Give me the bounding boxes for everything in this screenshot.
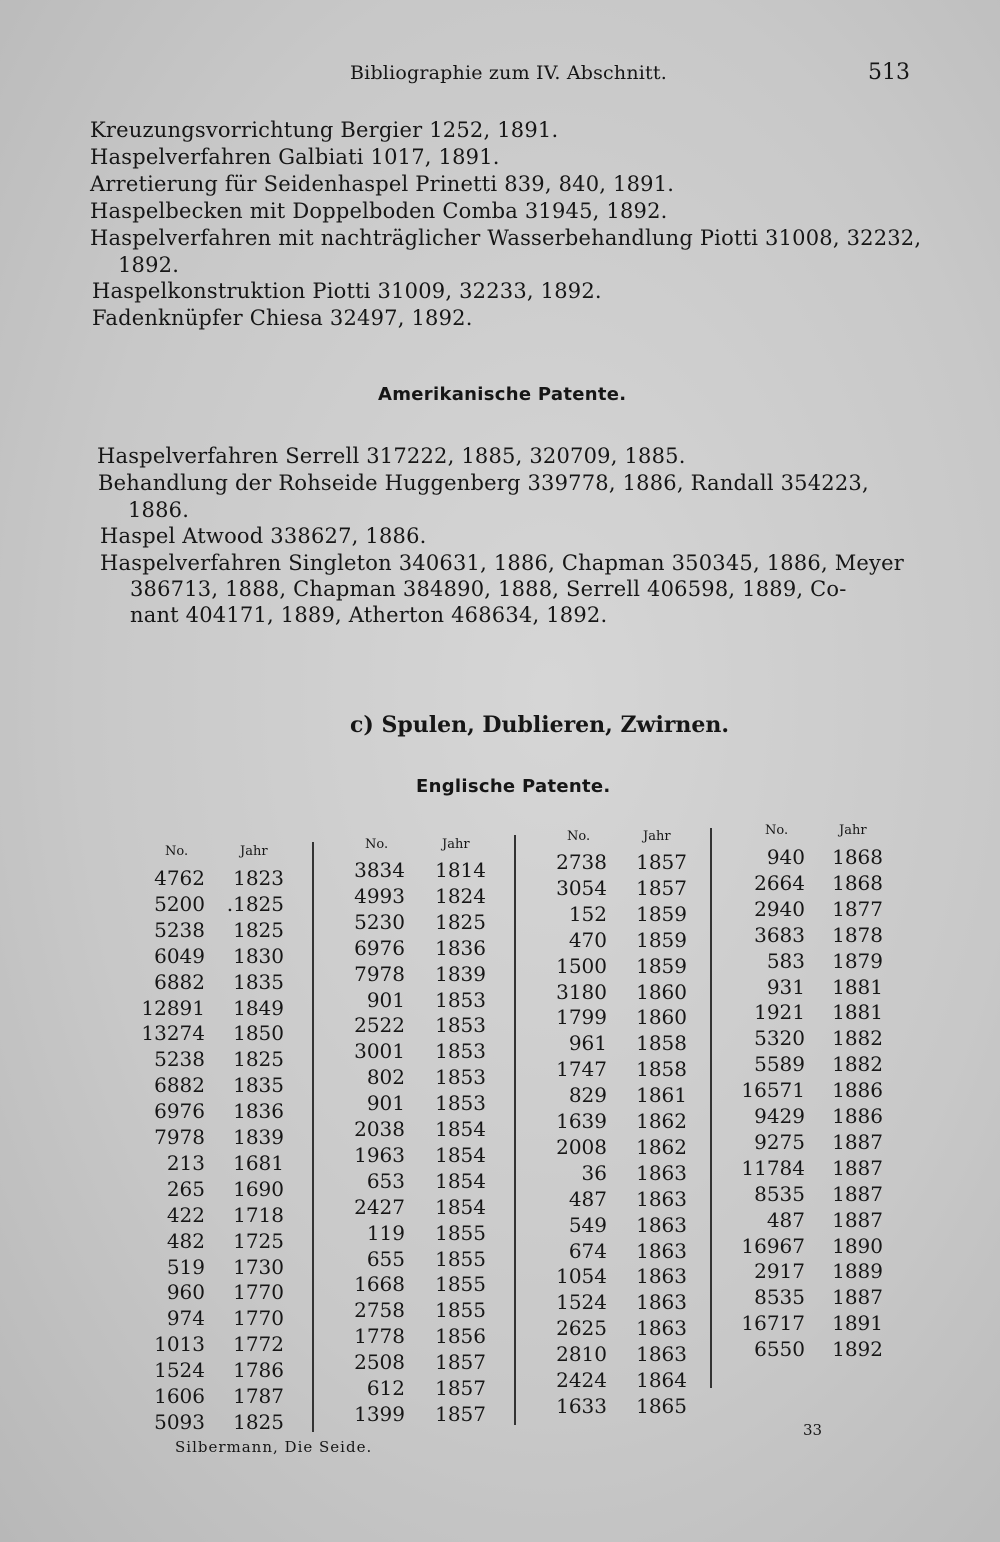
table-cell-year: 1814 [435, 858, 486, 882]
table-cell-year: 1878 [832, 922, 883, 947]
table-cell-year: 1863 [636, 1264, 687, 1289]
table-cell-patent-number: 802 [366, 1065, 405, 1090]
table-cell-year: 1824 [435, 883, 486, 908]
table-cell-year: 1854 [435, 1142, 486, 1167]
table-cell-patent-number: 16967 [741, 1233, 805, 1258]
table-cell-patent-number: 13274 [141, 1021, 205, 1046]
table-cell-year: 1863 [636, 1342, 687, 1367]
table-cell-year: 1857 [435, 1376, 486, 1400]
table-cell-year: 1857 [636, 850, 687, 874]
patent-entry: Kreuzungsvorrichtung Bergier 1252, 1891. [90, 118, 559, 142]
patent-entry-continuation: 1892. [118, 253, 180, 277]
table-cell-year: 1862 [636, 1109, 687, 1133]
patent-entry: Haspel Atwood 338627, 1886. [100, 524, 427, 548]
table-cell-patent-number: 1799 [556, 1005, 607, 1030]
table-cell-patent-number: 5093 [154, 1409, 205, 1434]
patent-entry: Haspelverfahren mit nachträglicher Wasserbehandlung Piotti 31008, 32232, [90, 226, 922, 250]
table-cell-patent-number: 6976 [154, 1099, 205, 1124]
table-cell-patent-number: 5589 [754, 1052, 805, 1077]
table-cell-patent-number: 1747 [556, 1057, 607, 1082]
table-cell-year: 1849 [233, 995, 284, 1020]
table-cell-patent-number: 5238 [154, 1047, 205, 1072]
table-cell-year: 1857 [636, 875, 687, 900]
table-cell-patent-number: 1963 [354, 1142, 405, 1167]
table-cell-patent-number: 583 [766, 948, 805, 973]
table-cell-year: 1858 [636, 1057, 687, 1082]
table-cell-patent-number: 8535 [754, 1181, 805, 1206]
table-cell-patent-number: 1668 [354, 1272, 405, 1297]
table-cell-patent-number: 6550 [754, 1337, 805, 1362]
table-cell-patent-number: 5238 [154, 917, 205, 942]
table-cell-year: 1786 [233, 1358, 284, 1383]
table-cell-patent-number: 2810 [556, 1342, 607, 1367]
table-cell-patent-number: 3683 [754, 922, 805, 947]
table-cell-year: 1855 [435, 1272, 486, 1297]
table-cell-year: 1889 [832, 1259, 883, 1284]
patent-entry: Fadenknüpfer Chiesa 32497, 1892. [92, 306, 473, 330]
sheet-number: 33 [803, 1421, 823, 1439]
column-header-jahr: Jahr [643, 829, 671, 844]
table-cell-year: 1825 [233, 1409, 284, 1434]
table-cell-patent-number: 2427 [354, 1194, 405, 1219]
table-cell-patent-number: 8535 [754, 1285, 805, 1310]
table-cell-patent-number: 119 [366, 1220, 405, 1245]
table-cell-year: 1770 [233, 1280, 284, 1305]
running-header: Bibliographie zum IV. Abschnitt. [350, 62, 667, 84]
table-cell-year: 1854 [435, 1194, 486, 1219]
table-cell-year: 1882 [832, 1052, 883, 1077]
table-cell-year: 1850 [233, 1021, 284, 1046]
table-cell-year: 1718 [233, 1202, 284, 1227]
table-cell-patent-number: 1013 [154, 1332, 205, 1357]
table-cell-patent-number: 1500 [556, 953, 607, 978]
table-cell-year: 1857 [435, 1350, 486, 1375]
table-cell-year: 1863 [636, 1160, 687, 1185]
patent-entry: Haspelverfahren Galbiati 1017, 1891. [90, 145, 500, 169]
table-cell-year: 1830 [233, 943, 284, 968]
table-cell-year: 1859 [636, 901, 687, 926]
table-cell-patent-number: 16717 [741, 1311, 805, 1336]
table-cell-patent-number: 152 [568, 901, 607, 926]
table-cell-patent-number: 901 [366, 1091, 405, 1116]
patent-entry-continuation: 386713, 1888, Chapman 384890, 1888, Serrell 406598, 1889, Co- [130, 577, 847, 601]
table-cell-patent-number: 1524 [556, 1290, 607, 1315]
table-cell-year: 1787 [233, 1384, 284, 1408]
table-cell-year: 1887 [832, 1129, 883, 1154]
table-cell-patent-number: 2038 [354, 1117, 405, 1141]
table-cell-patent-number: 1633 [556, 1393, 607, 1418]
patent-entry: Haspelverfahren Serrell 317222, 1885, 320709, 1885. [97, 444, 686, 468]
column-header-no: No. [765, 823, 789, 838]
table-cell-patent-number: 2738 [556, 850, 607, 874]
table-cell-patent-number: 549 [568, 1212, 607, 1237]
table-cell-patent-number: 422 [166, 1202, 205, 1227]
table-cell-patent-number: 2424 [556, 1368, 607, 1392]
table-cell-patent-number: 5230 [354, 909, 405, 934]
table-cell-patent-number: 1921 [754, 1000, 805, 1025]
table-cell-year: 1868 [832, 870, 883, 895]
table-cell-patent-number: 16571 [741, 1078, 805, 1103]
table-cell-patent-number: 5200 [154, 891, 205, 916]
table-cell-year: 1853 [435, 1091, 486, 1116]
table-cell-year: 1882 [832, 1026, 883, 1051]
table-cell-patent-number: 6049 [154, 943, 205, 968]
table-cell-year: 1681 [233, 1150, 284, 1175]
table-cell-patent-number: 2008 [556, 1134, 607, 1159]
table-cell-year: 1863 [636, 1316, 687, 1341]
table-cell-patent-number: 2508 [354, 1350, 405, 1375]
section-heading: c) Spulen, Dublieren, Zwirnen. [350, 712, 730, 738]
table-cell-patent-number: 2664 [754, 870, 805, 895]
column-rule [312, 842, 314, 1432]
table-cell-year: 1886 [832, 1104, 883, 1128]
table-cell-patent-number: 213 [166, 1150, 205, 1175]
table-cell-year: 1863 [636, 1238, 687, 1263]
table-cell-patent-number: 2940 [754, 896, 805, 921]
table-cell-patent-number: 482 [166, 1228, 205, 1253]
table-cell-patent-number: 1639 [556, 1109, 607, 1133]
table-cell-year: 1825 [233, 1047, 284, 1072]
patent-entry: Haspelverfahren Singleton 340631, 1886, Chapman 350345, 1886, Meyer [100, 551, 904, 575]
table-cell-year: 1892 [832, 1337, 883, 1362]
table-cell-year: 1854 [435, 1168, 486, 1193]
table-cell-patent-number: 3054 [556, 875, 607, 900]
table-cell-year: 1863 [636, 1290, 687, 1315]
table-cell-year: 1770 [233, 1306, 284, 1331]
table-cell-patent-number: 4993 [354, 883, 405, 908]
table-cell-patent-number: 2758 [354, 1298, 405, 1323]
table-cell-year: 1854 [435, 1117, 486, 1141]
table-cell-year: 1887 [832, 1207, 883, 1232]
table-cell-patent-number: 6882 [154, 969, 205, 994]
english-patents-heading: Englische Patente. [416, 776, 611, 797]
table-cell-year: 1881 [832, 974, 883, 999]
table-cell-year: 1865 [636, 1393, 687, 1418]
table-cell-patent-number: 1054 [556, 1264, 607, 1289]
column-header-jahr: Jahr [839, 823, 867, 838]
column-rule [710, 828, 712, 1388]
table-cell-year: 1859 [636, 927, 687, 952]
table-cell-patent-number: 9429 [754, 1104, 805, 1128]
table-cell-year: 1835 [233, 969, 284, 994]
table-cell-patent-number: 6882 [154, 1073, 205, 1098]
patent-entry: Arretierung für Seidenhaspel Prinetti 839, 840, 1891. [90, 172, 675, 196]
table-cell-year: 1861 [636, 1083, 687, 1108]
table-cell-year: .1825 [226, 891, 284, 916]
table-cell-patent-number: 961 [568, 1031, 607, 1056]
table-cell-patent-number: 2625 [556, 1316, 607, 1341]
table-cell-year: 1863 [636, 1186, 687, 1211]
table-cell-patent-number: 7978 [354, 961, 405, 986]
table-cell-year: 1825 [233, 917, 284, 942]
column-header-no: No. [567, 829, 591, 844]
table-cell-year: 1860 [636, 1005, 687, 1030]
table-cell-patent-number: 829 [568, 1083, 607, 1108]
table-cell-year: 1864 [636, 1368, 687, 1392]
table-cell-year: 1725 [233, 1228, 284, 1253]
table-cell-patent-number: 487 [568, 1186, 607, 1211]
table-cell-year: 1730 [233, 1254, 284, 1279]
table-cell-patent-number: 1399 [354, 1401, 405, 1426]
table-cell-year: 1877 [832, 896, 883, 921]
table-cell-patent-number: 9275 [754, 1129, 805, 1154]
column-rule [514, 835, 516, 1425]
table-cell-year: 1772 [233, 1332, 284, 1357]
table-cell-year: 1859 [636, 953, 687, 978]
table-cell-patent-number: 1606 [154, 1384, 205, 1408]
table-cell-year: 1855 [435, 1220, 486, 1245]
table-cell-patent-number: 3180 [556, 979, 607, 1004]
table-cell-patent-number: 3001 [354, 1039, 405, 1064]
table-cell-year: 1868 [832, 845, 883, 869]
table-cell-patent-number: 36 [581, 1160, 607, 1185]
table-cell-year: 1887 [832, 1155, 883, 1180]
table-cell-year: 1823 [233, 866, 284, 890]
footer-signature: Silbermann, Die Seide. [175, 1438, 373, 1456]
table-cell-year: 1886 [832, 1078, 883, 1103]
table-cell-patent-number: 4762 [154, 866, 205, 890]
table-cell-year: 1853 [435, 987, 486, 1012]
table-cell-year: 1839 [435, 961, 486, 986]
table-cell-patent-number: 901 [366, 987, 405, 1012]
patent-entry-continuation: nant 404171, 1889, Atherton 468634, 1892. [130, 603, 608, 627]
table-cell-patent-number: 7978 [154, 1125, 205, 1149]
table-cell-patent-number: 11784 [741, 1155, 805, 1180]
table-cell-year: 1887 [832, 1285, 883, 1310]
table-cell-patent-number: 5320 [754, 1026, 805, 1051]
table-cell-year: 1855 [435, 1298, 486, 1323]
table-cell-year: 1835 [233, 1073, 284, 1098]
table-cell-patent-number: 12891 [141, 995, 205, 1020]
table-cell-patent-number: 3834 [354, 858, 405, 882]
table-cell-year: 1857 [435, 1401, 486, 1426]
table-cell-patent-number: 1524 [154, 1358, 205, 1383]
column-header-no: No. [365, 837, 389, 852]
table-cell-patent-number: 2917 [754, 1259, 805, 1284]
patent-entry-continuation: 1886. [128, 498, 190, 522]
table-cell-year: 1853 [435, 1065, 486, 1090]
table-cell-patent-number: 931 [766, 974, 805, 999]
column-header-jahr: Jahr [240, 844, 268, 859]
table-cell-patent-number: 1778 [354, 1324, 405, 1349]
table-cell-year: 1853 [435, 1013, 486, 1038]
table-cell-year: 1836 [435, 935, 486, 960]
table-cell-year: 1856 [435, 1324, 486, 1349]
table-cell-year: 1839 [233, 1125, 284, 1149]
table-cell-patent-number: 974 [166, 1306, 205, 1331]
table-cell-year: 1825 [435, 909, 486, 934]
table-cell-patent-number: 940 [766, 845, 805, 869]
table-cell-patent-number: 487 [766, 1207, 805, 1232]
table-cell-patent-number: 653 [366, 1168, 405, 1193]
table-cell-year: 1855 [435, 1246, 486, 1271]
table-cell-patent-number: 612 [366, 1376, 405, 1400]
table-cell-year: 1862 [636, 1134, 687, 1159]
table-cell-patent-number: 2522 [354, 1013, 405, 1038]
table-cell-year: 1879 [832, 948, 883, 973]
table-cell-year: 1853 [435, 1039, 486, 1064]
table-cell-year: 1863 [636, 1212, 687, 1237]
table-cell-patent-number: 470 [568, 927, 607, 952]
table-cell-year: 1887 [832, 1181, 883, 1206]
column-header-jahr: Jahr [442, 837, 470, 852]
table-cell-patent-number: 655 [366, 1246, 405, 1271]
page-number: 513 [868, 60, 910, 85]
table-cell-patent-number: 519 [166, 1254, 205, 1279]
table-cell-patent-number: 960 [166, 1280, 205, 1305]
table-cell-year: 1891 [832, 1311, 883, 1336]
table-cell-year: 1890 [832, 1233, 883, 1258]
table-cell-patent-number: 674 [568, 1238, 607, 1263]
table-cell-patent-number: 265 [166, 1176, 205, 1201]
table-cell-year: 1860 [636, 979, 687, 1004]
patent-entry: Haspelbecken mit Doppelboden Comba 31945, 1892. [90, 199, 668, 223]
patent-entry: Haspelkonstruktion Piotti 31009, 32233, 1892. [92, 279, 602, 303]
patent-entry: Behandlung der Rohseide Huggenberg 339778, 1886, Randall 354223, [98, 471, 869, 495]
american-patents-heading: Amerikanische Patente. [378, 384, 627, 405]
table-cell-year: 1858 [636, 1031, 687, 1056]
table-cell-patent-number: 6976 [354, 935, 405, 960]
column-header-no: No. [165, 844, 189, 859]
table-cell-year: 1836 [233, 1099, 284, 1124]
table-cell-year: 1881 [832, 1000, 883, 1025]
table-cell-year: 1690 [233, 1176, 284, 1201]
